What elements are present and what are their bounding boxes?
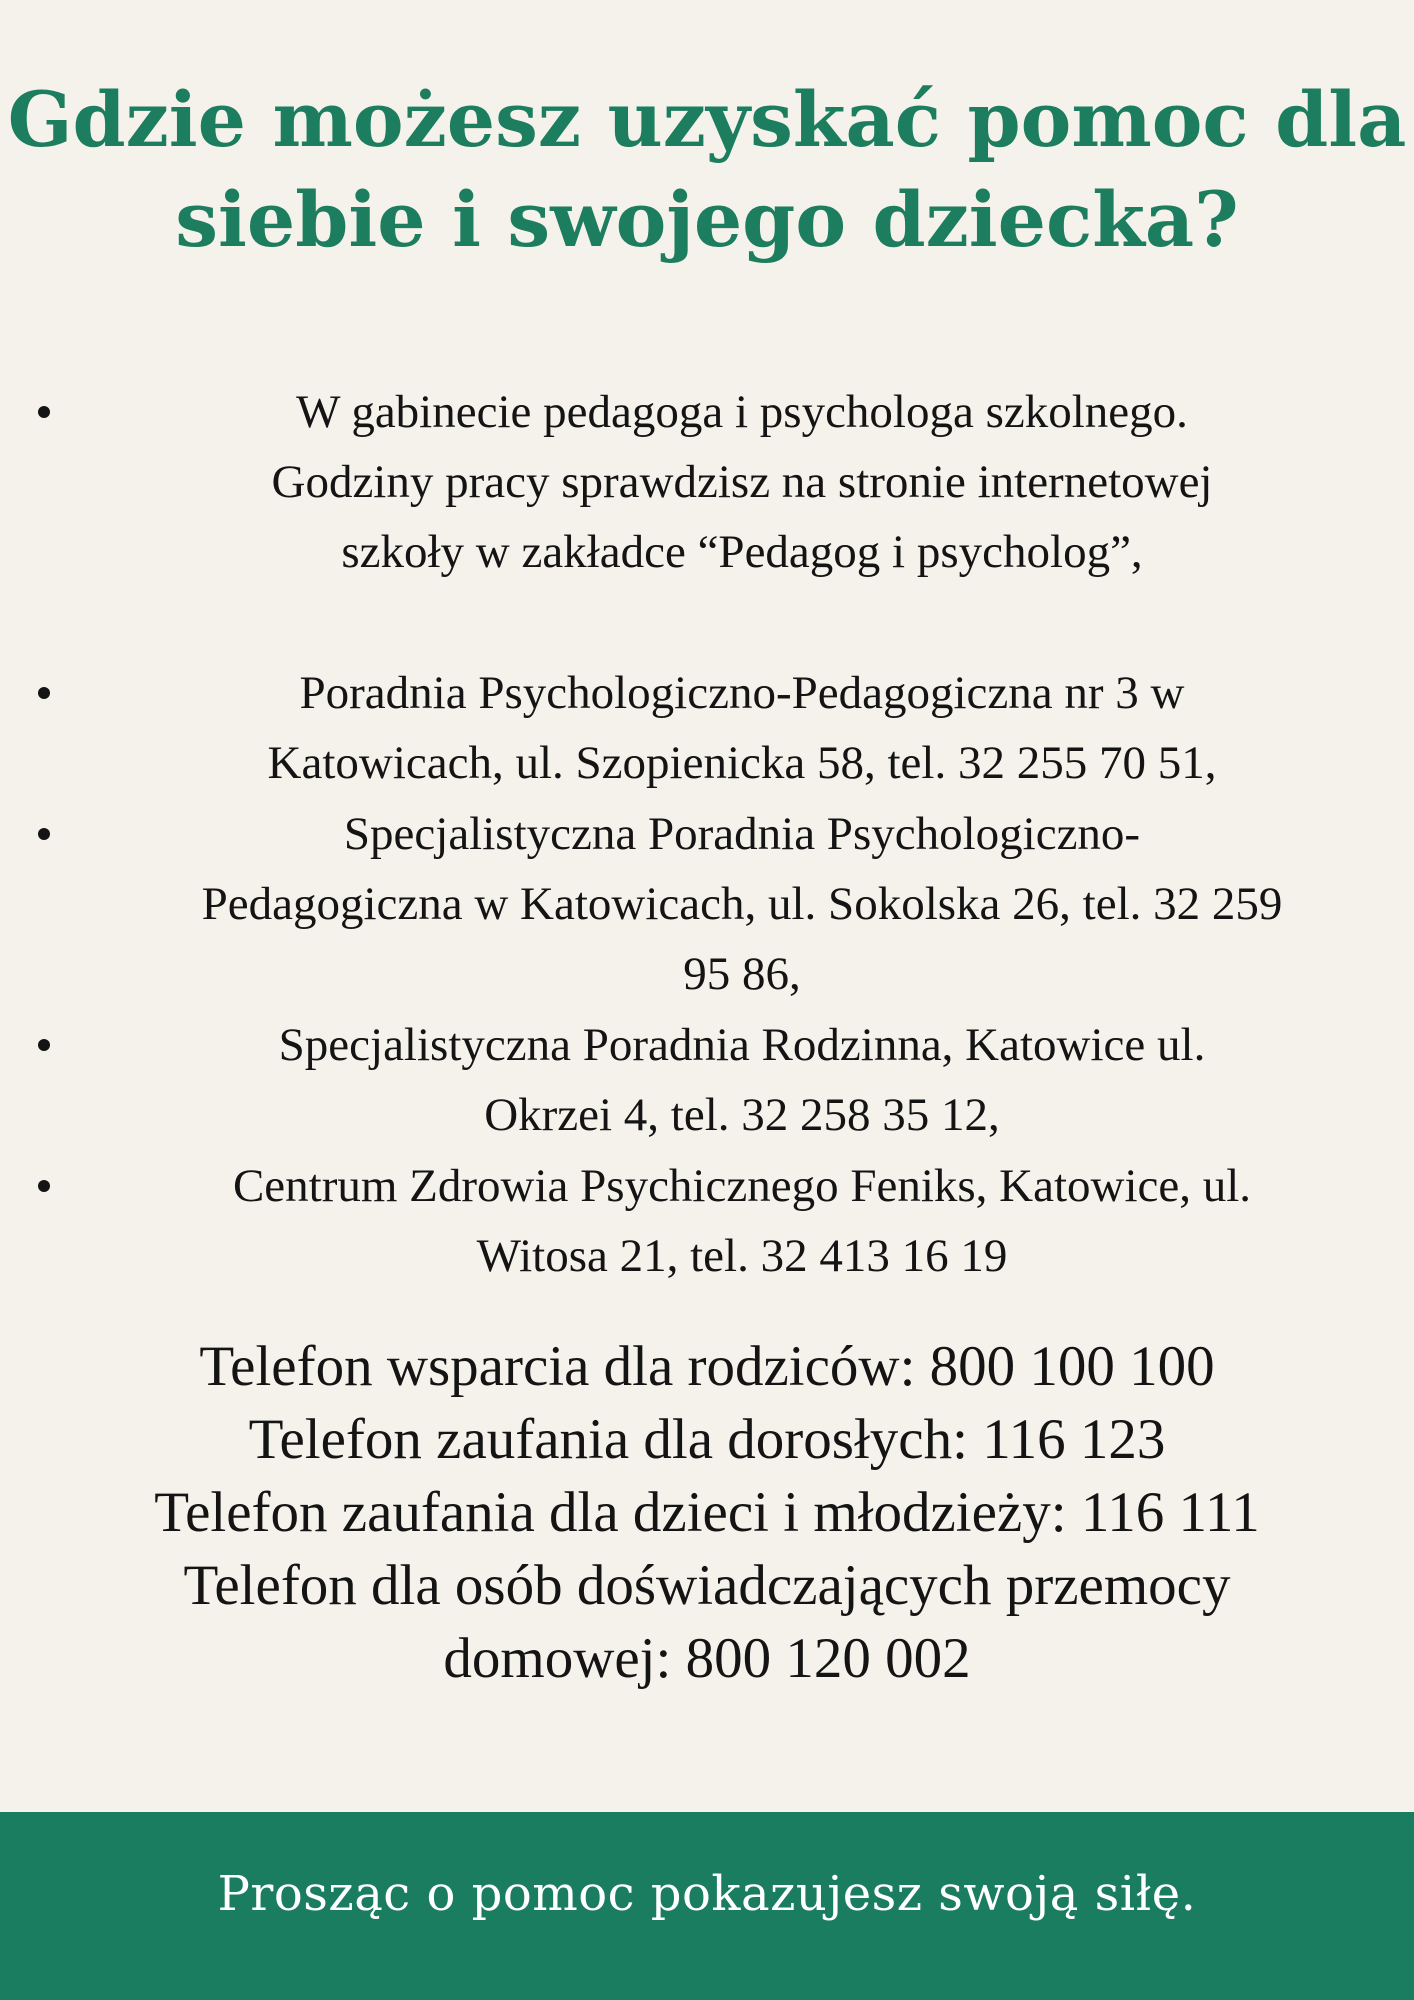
title-line-1: Gdzie możesz uzyskać pomoc dla <box>7 75 1407 164</box>
bullet-icon <box>38 406 50 418</box>
list-item-line: szkoły w zakładce “Pedagog i psycholog”, <box>341 526 1143 578</box>
list-item-line: Specjalistyczna Poradnia Psychologiczno- <box>343 808 1141 860</box>
page-title <box>0 70 1414 270</box>
list-item-line: Poradnia Psychologiczno-Pedagogiczna nr 3 w <box>299 667 1185 719</box>
list-item-line: Pedagogiczna w Katowicach, ul. Sokolska 26, tel. 32 259 <box>201 878 1283 930</box>
bullet-icon <box>38 687 50 699</box>
list-item-line: Godziny pracy sprawdzisz na stronie internetowej <box>271 456 1213 508</box>
footer-banner <box>0 1812 1414 2000</box>
phone-line: Telefon dla osób doświadczających przemocy <box>183 1554 1231 1617</box>
bullet-icon <box>38 1039 50 1051</box>
list-item-line: Katowicach, ul. Szopienicka 58, tel. 32 255 70 51, <box>267 737 1217 789</box>
title-line-2: siebie i swojego dziecka? <box>175 175 1239 264</box>
bullet-icon <box>38 828 50 840</box>
helpline-phones <box>0 1330 1414 1695</box>
phone-line: Telefon wsparcia dla rodziców: 800 100 100 <box>199 1335 1215 1398</box>
list-item-line: W gabinecie pedagoga i psychologa szkolnego. <box>296 386 1188 438</box>
list-item-line: Specjalistyczna Poradnia Rodzinna, Katowice ul. <box>278 1019 1206 1071</box>
list-item-line: 95 86, <box>683 948 801 1000</box>
bullet-icon <box>38 1180 50 1192</box>
list-item-line: Okrzei 4, tel. 32 258 35 12, <box>484 1089 1000 1141</box>
phone-line: domowej: 800 120 002 <box>443 1627 971 1690</box>
footer-slogan: Prosząc o pomoc pokazujesz swoją siłę. <box>217 1866 1197 1922</box>
list-item-line: Centrum Zdrowia Psychicznego Feniks, Katowice, ul. <box>232 1160 1252 1212</box>
list-item-line: Witosa 21, tel. 32 413 16 19 <box>476 1230 1008 1282</box>
phone-line: Telefon zaufania dla dzieci i młodzieży: 116 111 <box>154 1481 1260 1544</box>
phone-line: Telefon zaufania dla dorosłych: 116 123 <box>248 1408 1166 1471</box>
